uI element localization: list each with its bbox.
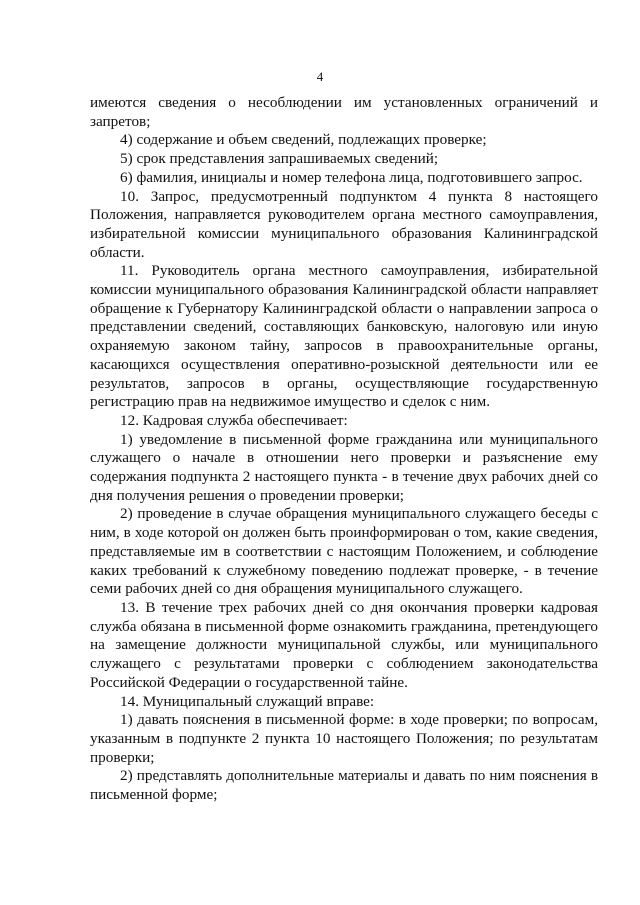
- clause-12-heading: 12. Кадровая служба обеспечивает:: [120, 411, 348, 429]
- clause-13: 13. В течение трех рабочих дней со дня окончания проверки кадровая служба обязана в письменной форме ознакомить гражданина, претендующего на замещение должности муниципальной службы, или муниципального служащего с результатами проверки с соблюдением законодательства Российской Федерации о государственной тайне.: [90, 598, 598, 691]
- clause-14-item-1: 1) давать пояснения в письменной форме: в ходе проверки; по вопросам, указанным в подпункте 2 пункта 10 настоящего Положения; по результатам проверки;: [90, 711, 598, 766]
- clause-10: 10. Запрос, предусмотренный подпунктом 4 пункта 8 настоящего Положения, направляется руководителем органа местного самоуправления, избирательной комиссии муниципального образования Калининградской области.: [90, 187, 598, 261]
- clause-12-item-1: 1) уведомление в письменной форме гражданина или муниципального служащего о начале в отношении него проверки и разъяснение ему содержания подпункта 2 настоящего пункта - в течение двух рабочих дней со дня получения решения о проведении проверки;: [90, 430, 598, 504]
- clause-14-heading: 14. Муниципальный служащий вправе:: [120, 692, 375, 710]
- list-item-6: 6) фамилия, инициалы и номер телефона лица, подготовившего запрос.: [120, 168, 583, 186]
- clause-11: 11. Руководитель органа местного самоуправления, избирательной комиссии муниципального образования Калининградской области направляет обращение к Губернатору Калининградской области о направлении запроса о представлении сведений, составляющих банковскую, налоговую или иную охраняемую законом тайну, запросов в правоохранительные органы, касающихся осуществления оперативно-розыскной деятельности или ее результатов, запросов в органы, осуществляющие государственную регистрацию прав на недвижимое имущество и сделок с ним.: [90, 262, 598, 411]
- document-body: [90, 94, 598, 805]
- paragraph-continuation: имеются сведения о несоблюдении им установленных ограничений и запретов;: [90, 94, 598, 130]
- list-item-5: 5) срок представления запрашиваемых сведений;: [120, 150, 439, 168]
- clause-14-item-2: 2) представлять дополнительные материалы и давать по ним пояснения в письменной форме;: [90, 767, 598, 804]
- page-number: 4: [316, 69, 324, 84]
- clause-12-item-2: 2) проведение в случае обращения муниципального служащего беседы с ним, в ходе которой он должен быть проинформирован о том, какие сведения, представляемые им в соответствии с настоящим Положением, и соблюдение каких требований к служебному поведению подлежат проверке, - в течение семи рабочих дней со дня обращения муниципального служащего.: [90, 505, 598, 598]
- list-item-4: 4) содержание и объем сведений, подлежащих проверке;: [120, 131, 487, 149]
